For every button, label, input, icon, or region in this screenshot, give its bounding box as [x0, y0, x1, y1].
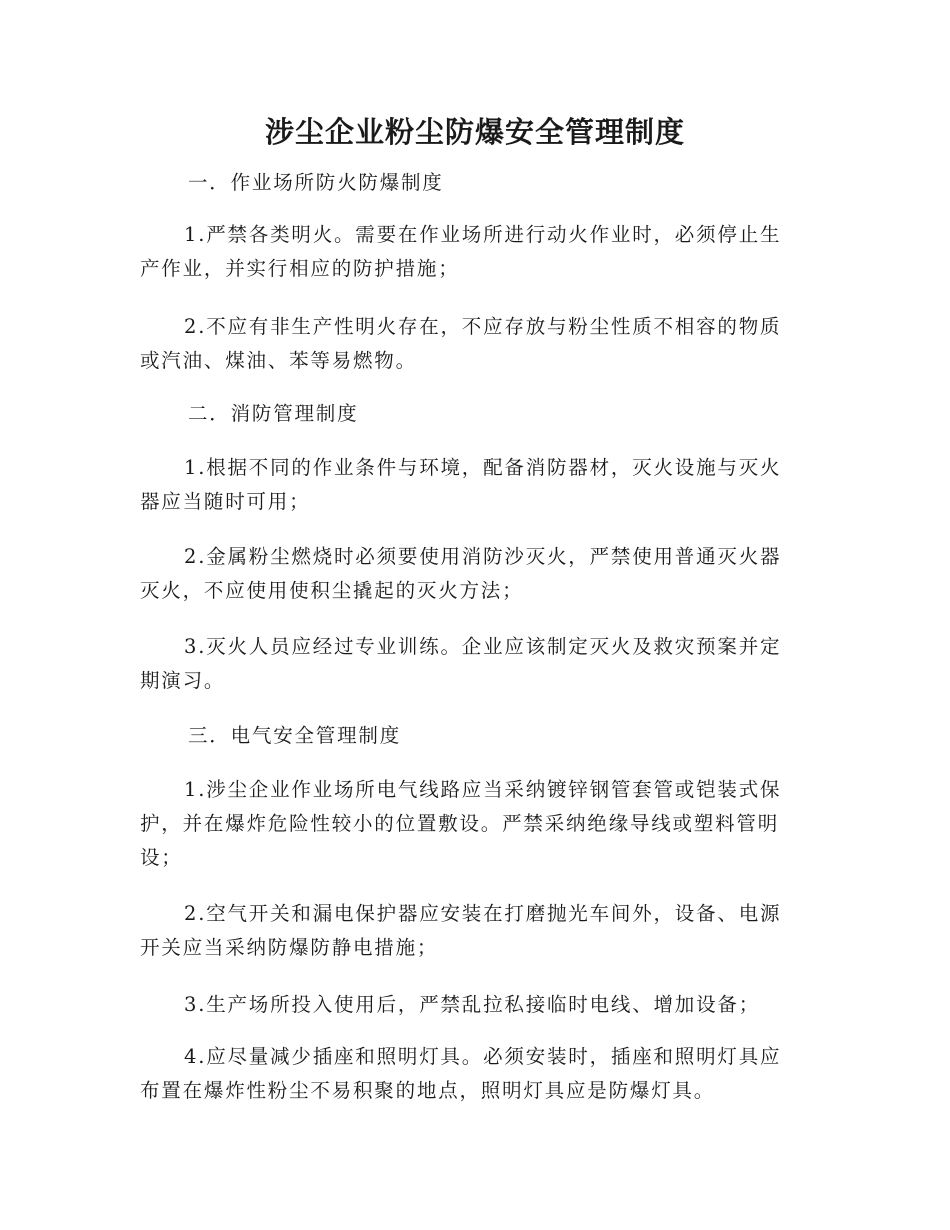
section-heading-2: 二．消防管理制度 [188, 402, 359, 425]
section-1-item-2: 2.不应有非生产性明火存在，不应存放与粉尘性质不相容的物质或汽油、煤油、苯等易燃物。 [140, 315, 782, 372]
section-heading-1: 一．作业场所防火防爆制度 [188, 171, 444, 194]
section-1-item-1: 1.严禁各类明火。需要在作业场所进行动火作业时，必须停止生产作业，并实行相应的防护措施； [140, 223, 782, 280]
section-2-item-3: 3.灭火人员应经过专业训练。企业应该制定灭火及救灾预案并定期演习。 [140, 635, 782, 692]
document-title: 涉尘企业粉尘防爆安全管理制度 [264, 115, 685, 149]
section-3-item-1: 1.涉尘企业作业场所电气线路应当采纳镀锌钢管套管或铠装式保护，并在爆炸危险性较小的位置敷设。严禁采纳绝缘导线或塑料管明设； [140, 778, 782, 869]
section-3-item-2: 2.空气开关和漏电保护器应安装在打磨抛光车间外，设备、电源开关应当采纳防爆防静电措施； [140, 902, 782, 959]
section-2-item-2: 2.金属粉尘燃烧时必须要使用消防沙灭火，严禁使用普通灭火器灭火，不应使用使积尘撬起的灭火方法； [140, 545, 782, 602]
section-heading-3: 三．电气安全管理制度 [188, 724, 402, 747]
section-2-item-1: 1.根据不同的作业条件与环境，配备消防器材，灭火设施与灭火器应当随时可用； [140, 456, 782, 513]
section-3-item-4: 4.应尽量减少插座和照明灯具。必须安装时，插座和照明灯具应布置在爆炸性粉尘不易积聚的地点，照明灯具应是防爆灯具。 [140, 1045, 782, 1102]
section-3-item-3: 3.生产场所投入使用后，严禁乱拉私接临时电线、增加设备； [184, 993, 761, 1016]
